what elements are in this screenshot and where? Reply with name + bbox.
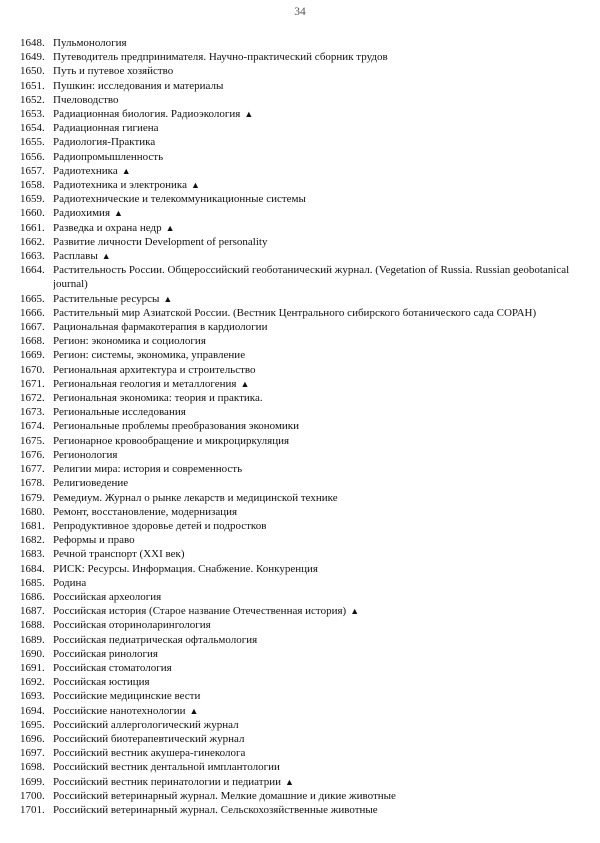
- entry-title: [53, 391, 570, 405]
- list-item: [20, 661, 570, 675]
- entry-title-text: Растительный мир Азиатской России. (Вестник Центрального сибирского ботанического сада СОРАН): [53, 306, 537, 319]
- list-item: [20, 775, 570, 789]
- entry-title: [53, 789, 570, 803]
- entry-number: 1701.: [20, 803, 45, 816]
- entry-number: 1676.: [20, 448, 45, 461]
- entry-title: [53, 150, 570, 164]
- entry-title: [53, 107, 570, 121]
- list-item: [20, 803, 570, 817]
- list-item: [20, 491, 570, 505]
- entry-title: [53, 462, 570, 476]
- entry-number: 1693.: [20, 690, 45, 703]
- entry-number: 1654.: [20, 122, 45, 135]
- entry-title: [53, 405, 570, 419]
- entry-title: [53, 675, 570, 689]
- entry-title: [53, 618, 570, 632]
- entry-number: 1683.: [20, 548, 45, 561]
- entry-title: [53, 718, 570, 732]
- entry-number: 1648.: [20, 37, 45, 49]
- entry-title: [53, 377, 570, 391]
- entry-number: 1680.: [20, 505, 45, 518]
- list-item: [20, 320, 570, 334]
- triangle-marker-icon: ▲: [101, 251, 111, 262]
- entry-number: 1674.: [20, 420, 45, 433]
- entry-title: [53, 590, 570, 604]
- entry-number: 1684.: [20, 562, 45, 575]
- entry-number: 1651.: [20, 79, 45, 92]
- entry-number: 1700.: [20, 789, 45, 802]
- entry-title-text: Регион: системы, экономика, управление: [53, 349, 246, 362]
- list-item: [20, 348, 570, 362]
- entry-title: [53, 704, 570, 718]
- entry-number: 1690.: [20, 647, 45, 660]
- entry-title-text: Российская педиатрическая офтальмология: [53, 633, 258, 646]
- entry-number: 1658.: [20, 179, 45, 192]
- triangle-marker-icon: ▲: [121, 165, 131, 176]
- entry-title: [53, 562, 570, 576]
- entry-title: [53, 192, 570, 206]
- list-item: [20, 789, 570, 803]
- entry-number: 1663.: [20, 250, 45, 263]
- entry-title-text: Радиотехника: [53, 164, 118, 177]
- list-item: [20, 689, 570, 703]
- list-item: [20, 50, 570, 64]
- list-item: [20, 519, 570, 533]
- entry-title-text: Российский аллергологический журнал: [53, 718, 239, 731]
- entry-title-text: Радиохимия: [53, 207, 111, 220]
- entry-number: 1671.: [20, 377, 45, 390]
- entry-title-text: Российская история (Старое название Отечественная история): [53, 605, 347, 618]
- entry-number: 1666.: [20, 306, 45, 319]
- entry-title-text: Радиопромышленность: [53, 150, 164, 163]
- list-item: [20, 590, 570, 604]
- entry-title-text: Радиационная биология. Радиоэкология: [53, 108, 241, 121]
- entry-number: 1669.: [20, 349, 45, 362]
- entry-number: 1665.: [20, 292, 45, 305]
- entry-title-text: Российская археология: [53, 590, 162, 603]
- entry-title: [53, 547, 570, 561]
- entry-title-text: Российский биотерапевтический журнал: [53, 732, 245, 745]
- list-item: [20, 306, 570, 320]
- list-item: [20, 732, 570, 746]
- entry-title: [53, 434, 570, 448]
- list-item: [20, 434, 570, 448]
- entry-title: [53, 320, 570, 334]
- entry-number: 1688.: [20, 619, 45, 632]
- entry-title: [53, 292, 570, 306]
- list-item: [20, 647, 570, 661]
- list-item: [20, 206, 570, 220]
- entry-title-text: Радиотехника и электроника: [53, 179, 187, 192]
- entry-title: [53, 164, 570, 178]
- entry-title-text: Радиология-Практика: [53, 136, 156, 149]
- entry-title-text: Российская юстиция: [53, 676, 150, 689]
- list-item: [20, 604, 570, 618]
- list-item: [20, 235, 570, 249]
- entry-title-text: Репродуктивное здоровье детей и подростков: [53, 519, 267, 532]
- list-item: [20, 760, 570, 774]
- entry-number: 1673.: [20, 406, 45, 419]
- entry-title-text: Радиационная гигиена: [53, 122, 159, 135]
- list-item: [20, 405, 570, 419]
- list-item: [20, 221, 570, 235]
- entry-number: 1660.: [20, 207, 45, 220]
- entry-title: [53, 50, 570, 64]
- entry-title: [53, 93, 570, 107]
- entry-number: 1686.: [20, 590, 45, 603]
- entry-title: [53, 64, 570, 78]
- triangle-marker-icon: ▲: [165, 222, 175, 233]
- entry-number: 1687.: [20, 605, 45, 618]
- entry-title: [53, 533, 570, 547]
- triangle-marker-icon: ▲: [244, 109, 254, 120]
- entry-title-text: Путеводитель предпринимателя. Научно-практический сборник трудов: [53, 51, 388, 64]
- entry-title: [53, 419, 570, 433]
- entry-title: [53, 803, 570, 817]
- list-item: [20, 263, 570, 291]
- entry-title: [53, 121, 570, 135]
- entry-number: 1691.: [20, 661, 45, 674]
- triangle-marker-icon: ▲: [285, 776, 294, 787]
- entry-title-text: Региональные исследования: [53, 406, 186, 419]
- entry-title-text: Регион: экономика и социология: [53, 335, 206, 348]
- entry-title-text: Разведка и охрана недр: [53, 221, 162, 234]
- entry-title-text: Реформы и право: [53, 534, 135, 547]
- list-item: [20, 292, 570, 306]
- entry-title-text: Растительные ресурсы: [53, 292, 160, 305]
- triangle-marker-icon: ▲: [190, 180, 200, 191]
- entry-title-text: Рациональная фармакотерапия в кардиологии: [53, 321, 268, 334]
- list-item: [20, 675, 570, 689]
- entry-title-text: Развитие личности Development of personality: [53, 235, 268, 248]
- entry-number: 1659.: [20, 193, 45, 206]
- list-item: [20, 533, 570, 547]
- entry-title: [53, 448, 570, 462]
- entry-number: 1689.: [20, 633, 45, 646]
- entry-title-text: Российский вестник акушера-гинеколога: [53, 747, 246, 760]
- entry-title: [53, 36, 570, 50]
- entry-number: 1670.: [20, 363, 45, 376]
- list-item: [20, 164, 570, 178]
- entry-number: 1677.: [20, 463, 45, 476]
- entry-title: [53, 235, 570, 249]
- entry-number: 1664.: [20, 264, 45, 277]
- entry-title: [53, 689, 570, 703]
- entry-number: 1655.: [20, 136, 45, 149]
- entry-number: 1678.: [20, 477, 45, 490]
- entry-number: 1656.: [20, 150, 45, 163]
- list-item: [20, 462, 570, 476]
- entry-number: 1662.: [20, 235, 45, 248]
- entry-title-text: Региональная экономика: теория и практика.: [53, 392, 263, 405]
- entry-title: [53, 661, 570, 675]
- list-item: [20, 505, 570, 519]
- triangle-marker-icon: ▲: [350, 606, 360, 617]
- entry-title-text: Региональные проблемы преобразования экономики: [53, 420, 300, 433]
- entry-title-text: Пушкин: исследования и материалы: [53, 79, 224, 92]
- entry-number: 1675.: [20, 434, 45, 447]
- list-item: [20, 718, 570, 732]
- list-item: [20, 334, 570, 348]
- list-item: [20, 249, 570, 263]
- entry-title-text: Российский ветеринарный журнал. Мелкие домашние и дикие животные: [53, 789, 396, 802]
- entry-title: [53, 604, 570, 618]
- entry-title: [53, 206, 570, 220]
- entry-title-text: Религии мира: история и современность: [53, 463, 243, 476]
- entry-title: [53, 221, 570, 235]
- list-item: [20, 704, 570, 718]
- entry-number: 1661.: [20, 221, 45, 234]
- list-item: [20, 618, 570, 632]
- list-item: [20, 562, 570, 576]
- entry-number: 1652.: [20, 93, 45, 106]
- entry-title: [53, 491, 570, 505]
- entry-title: [53, 746, 570, 760]
- entry-number: 1650.: [20, 65, 45, 78]
- list-item: [20, 391, 570, 405]
- entry-title-text: Российская стоматология: [53, 661, 172, 674]
- list-item: [20, 746, 570, 760]
- list-item: [20, 150, 570, 164]
- entry-title: [53, 334, 570, 348]
- entry-title-text: Российский вестник дентальной имплантологии: [53, 761, 280, 774]
- entry-title-text: Родина: [53, 576, 87, 589]
- entry-number: 1685.: [20, 576, 45, 589]
- entry-title: [53, 476, 570, 490]
- entry-title-text: Религиоведение: [53, 477, 129, 490]
- list-item: [20, 135, 570, 149]
- entry-title-text: Российская ринология: [53, 647, 158, 660]
- list-item: [20, 93, 570, 107]
- entry-title: [53, 647, 570, 661]
- entry-title: [53, 760, 570, 774]
- entry-title-text: РИСК: Ресурсы. Информация. Снабжение. Конкуренция: [53, 562, 318, 575]
- entry-title: [53, 263, 570, 291]
- entry-title-text: Речной транспорт (XXI век): [53, 548, 185, 561]
- entry-title: [53, 306, 570, 320]
- entry-title-text: Российский ветеринарный журнал. Сельскохозяйственные животные: [53, 803, 378, 816]
- entry-number: 1692.: [20, 676, 45, 689]
- entry-title: [53, 363, 570, 377]
- page-number: 34: [294, 6, 306, 18]
- entry-number: 1657.: [20, 164, 45, 177]
- triangle-marker-icon: ▲: [189, 705, 199, 716]
- entry-number: 1679.: [20, 491, 45, 504]
- list-item: [20, 448, 570, 462]
- entry-title-text: Пчеловодство: [53, 93, 119, 106]
- entry-number: 1668.: [20, 335, 45, 348]
- list-item: [20, 121, 570, 135]
- entry-number: 1649.: [20, 51, 45, 64]
- triangle-marker-icon: ▲: [163, 293, 173, 304]
- entry-number: 1667.: [20, 321, 45, 334]
- entry-number: 1694.: [20, 704, 45, 717]
- entry-number: 1672.: [20, 392, 45, 405]
- entry-title: [53, 178, 570, 192]
- entry-title-text: Радиотехнические и телекоммуникационные системы: [53, 193, 306, 206]
- entry-title: [53, 249, 570, 263]
- triangle-marker-icon: ▲: [240, 378, 250, 389]
- list-item: [20, 107, 570, 121]
- triangle-marker-icon: ▲: [114, 208, 123, 219]
- entry-number: 1681.: [20, 519, 45, 532]
- list-item: [20, 633, 570, 647]
- list-item: [20, 64, 570, 78]
- list-item: [20, 79, 570, 93]
- entry-title: [53, 505, 570, 519]
- entry-number: 1697.: [20, 747, 45, 760]
- entry-title: [53, 519, 570, 533]
- list-item: [20, 419, 570, 433]
- entry-title-text: Путь и путевое хозяйство: [53, 65, 174, 78]
- list-item: [20, 377, 570, 391]
- entry-title: [53, 732, 570, 746]
- entry-number: 1696.: [20, 732, 45, 745]
- entry-title-text: Региональная архитектура и строительство: [53, 363, 256, 376]
- entry-title-text: Растительность России. Общероссийский геоботанический журнал. (Vegetation of Russia. Russian geobotanical journal): [53, 264, 570, 291]
- entry-number: 1699.: [20, 775, 45, 788]
- entry-title-text: Российские нанотехнологии: [53, 704, 186, 717]
- entry-number: 1682.: [20, 534, 45, 547]
- entry-title: [53, 135, 570, 149]
- journal-list: [20, 36, 570, 817]
- entry-number: 1695.: [20, 718, 45, 731]
- list-item: [20, 476, 570, 490]
- list-item: [20, 363, 570, 377]
- entry-title-text: Пульмонология: [53, 37, 127, 49]
- list-item: [20, 178, 570, 192]
- entry-title-text: Российский вестник перинатологии и педиатрии: [53, 775, 281, 788]
- entry-title-text: Ремедиум. Журнал о рынке лекарств и медицинской технике: [53, 491, 338, 504]
- list-item: [20, 547, 570, 561]
- entry-title: [53, 775, 570, 789]
- entry-number: 1698.: [20, 761, 45, 774]
- entry-title-text: Регионология: [53, 448, 118, 461]
- list-item: [20, 36, 570, 50]
- entry-title-text: Российские медицинские вести: [53, 690, 201, 703]
- entry-title: [53, 576, 570, 590]
- entry-number: 1653.: [20, 108, 45, 121]
- entry-title-text: Регионарное кровообращение и микроциркуляция: [53, 434, 290, 447]
- entry-title: [53, 348, 570, 362]
- entry-title-text: Ремонт, восстановление, модернизация: [53, 505, 238, 518]
- entry-title-text: Российская оториноларингология: [53, 619, 211, 632]
- list-item: [20, 192, 570, 206]
- entry-title-text: Расплавы: [53, 250, 98, 263]
- entry-title: [53, 633, 570, 647]
- entry-title: [53, 79, 570, 93]
- list-item: [20, 576, 570, 590]
- entry-title-text: Региональная геология и металлогения: [53, 377, 237, 390]
